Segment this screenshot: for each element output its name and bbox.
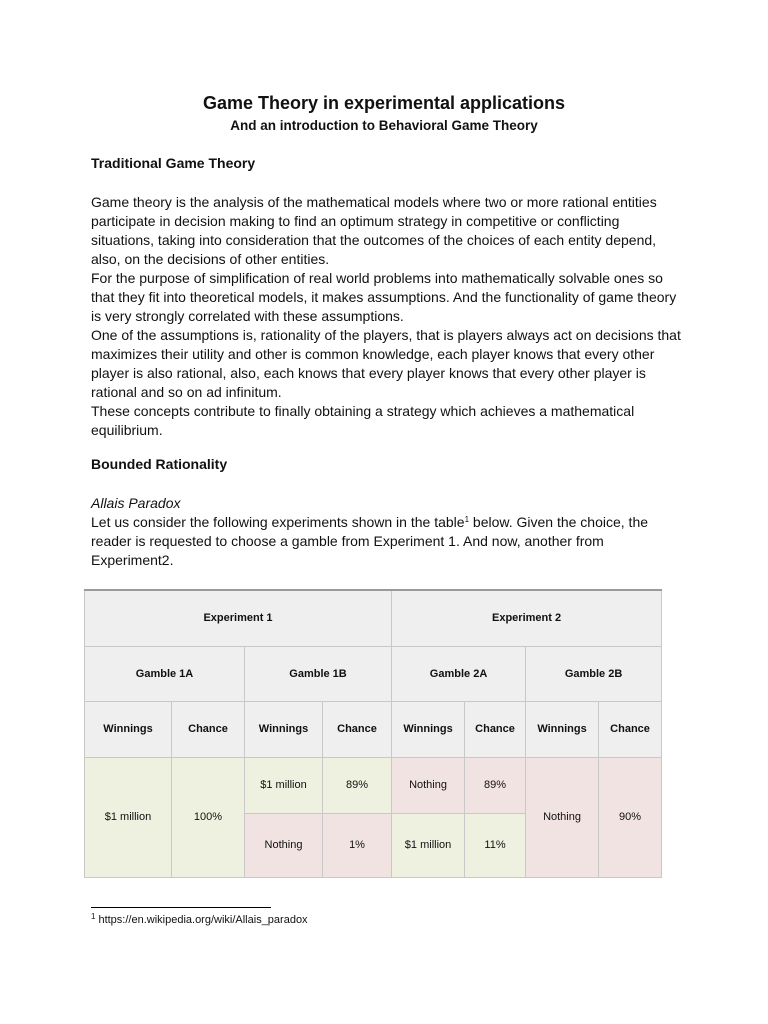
section-body-bounded bbox=[91, 494, 681, 570]
paragraph: These concepts contribute to finally obtaining a strategy which achieves a mathematical equilibrium. bbox=[91, 403, 635, 438]
footnote bbox=[91, 914, 308, 926]
col-header: Winnings bbox=[245, 701, 323, 757]
col-header: Chance bbox=[599, 701, 662, 757]
cell-2a-winnings-1: Nothing bbox=[392, 757, 465, 813]
intro-text: Let us consider the following experiments shown in the table bbox=[91, 514, 465, 530]
cell-1b-winnings-1: $1 million bbox=[245, 757, 323, 813]
cell-1b-winnings-2: Nothing bbox=[245, 813, 323, 877]
col-header: Winnings bbox=[392, 701, 465, 757]
header-gamble-1a: Gamble 1A bbox=[85, 646, 245, 701]
header-gamble-2b: Gamble 2B bbox=[526, 646, 662, 701]
header-experiment-1: Experiment 1 bbox=[85, 590, 392, 646]
header-gamble-2a: Gamble 2A bbox=[392, 646, 526, 701]
subheading-allais: Allais Paradox bbox=[91, 495, 181, 511]
col-header: Winnings bbox=[85, 701, 172, 757]
cell-2a-chance-1: 89% bbox=[465, 757, 526, 813]
col-header: Winnings bbox=[526, 701, 599, 757]
col-header: Chance bbox=[323, 701, 392, 757]
footnote-separator bbox=[91, 907, 271, 908]
paragraph: For the purpose of simplification of real world problems into mathematically solvable ones so that they fit into theoretical models, it makes assumptions. And the functionality of game theory is very strongly correlated with these assumptions. bbox=[91, 270, 677, 324]
section-heading-bounded: Bounded Rationality bbox=[91, 456, 228, 472]
allais-table bbox=[84, 589, 662, 878]
section-body-traditional bbox=[91, 193, 681, 440]
cell-1a-winnings: $1 million bbox=[85, 757, 172, 877]
footnote-ref[interactable]: 1 bbox=[464, 515, 470, 524]
page-title: Game Theory in experimental applications bbox=[202, 93, 566, 113]
paragraph: Game theory is the analysis of the mathematical models where two or more rational entities participate in decision making to find an optimum strategy in competitive or conflicting situations, taking into consideration that the outcomes of the choices of each entity depend, also, on the decisions of other entities. bbox=[91, 194, 657, 267]
intro-text-cont: below. Given the choice, the reader is requested to choose a gamble from Experiment 1. And now, another from Experiment2. bbox=[91, 514, 649, 568]
footnote-marker: 1 bbox=[91, 912, 96, 921]
header-gamble-1b: Gamble 1B bbox=[245, 646, 392, 701]
cell-2b-winnings: Nothing bbox=[526, 757, 599, 877]
col-header: Chance bbox=[172, 701, 245, 757]
paragraph bbox=[91, 513, 681, 570]
cell-2a-chance-2: 11% bbox=[465, 813, 526, 877]
col-header: Chance bbox=[465, 701, 526, 757]
page-subtitle: And an introduction to Behavioral Game Theory bbox=[230, 118, 538, 133]
cell-1b-chance-2: 1% bbox=[323, 813, 392, 877]
section-heading-traditional: Traditional Game Theory bbox=[91, 155, 256, 171]
cell-2a-winnings-2: $1 million bbox=[392, 813, 465, 877]
footnote-link[interactable]: https://en.wikipedia.org/wiki/Allais_paradox bbox=[98, 914, 308, 926]
cell-1a-chance: 100% bbox=[172, 757, 245, 877]
cell-2b-chance: 90% bbox=[599, 757, 662, 877]
paragraph: One of the assumptions is, rationality of the players, that is players always act on decisions that maximizes their utility and other is common knowledge, each player knows that every other player is also rational, also, each knows that every player knows that every other player is rational and so on ad infinitum. bbox=[91, 327, 681, 400]
cell-1b-chance-1: 89% bbox=[323, 757, 392, 813]
header-experiment-2: Experiment 2 bbox=[392, 590, 662, 646]
